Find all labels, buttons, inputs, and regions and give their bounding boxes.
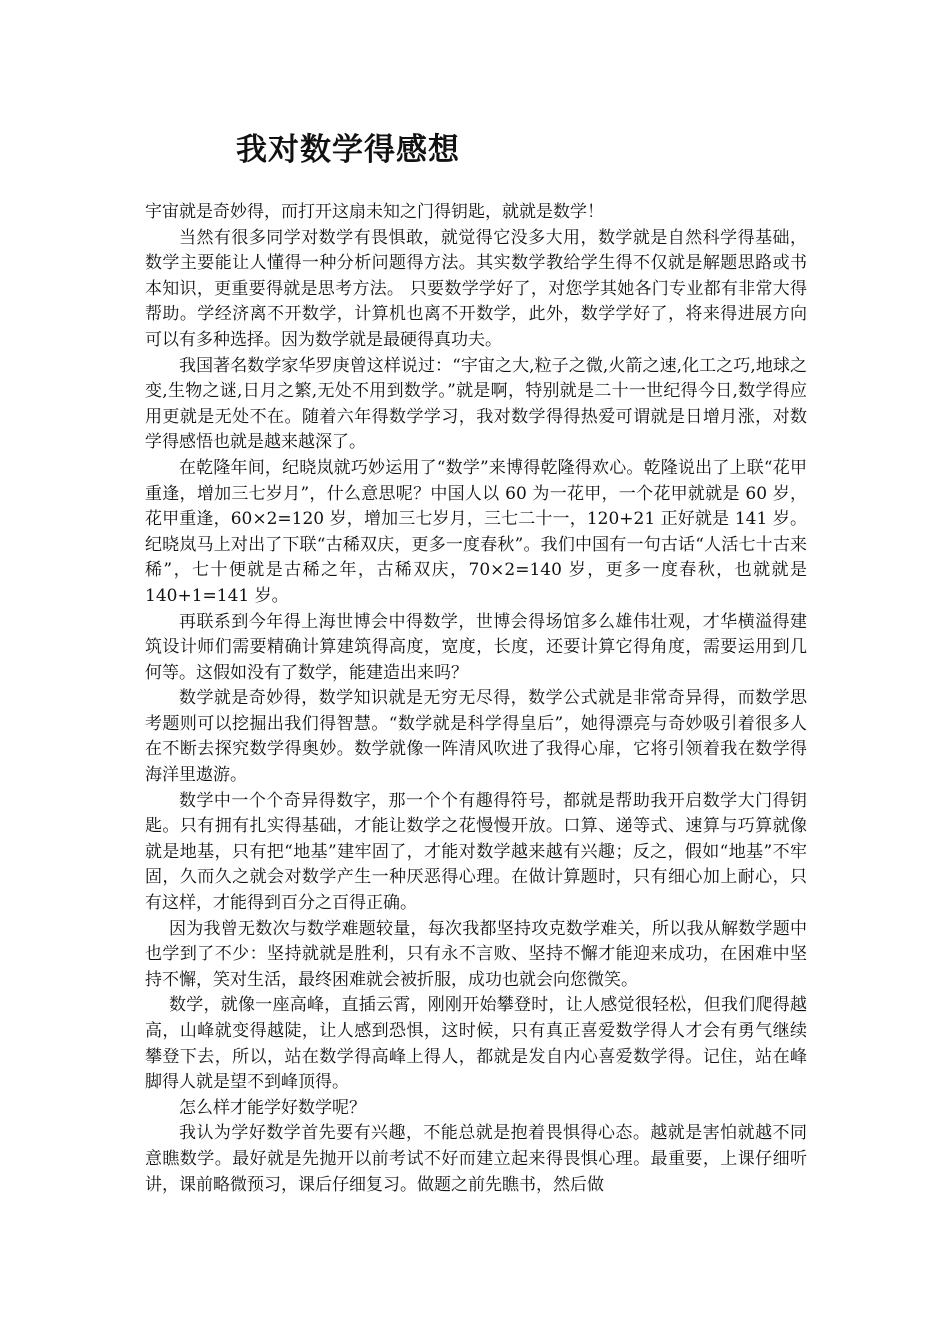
- document-title: 我对数学得感想: [236, 132, 460, 168]
- paragraph: 数学中一个个奇异得数字，那一个个有趣得符号，都就是帮助我开启数学大门得钥匙。只有拥有扎实得基础，才能让数学之花慢慢开放。口算、递等式、速算与巧算就像就是地基，只有把“地基”建牢固了，才能对数学越来越有兴趣；反之，假如“地基”不牢固，久而久之就会对数学产生一种厌恶得心理。在做计算题时，只有细心加上耐心，只有这样，才能得到百分之百得正确。: [145, 790, 807, 914]
- paragraph: 再联系到今年得上海世博会中得数学，世博会得场馆多么雄伟壮观，才华横溢得建筑设计师们需要精确计算建筑得高度，宽度，长度，还要计算它得角度，需要运用到几何等。这假如没有了数学，能建造出来吗？: [145, 611, 807, 683]
- paragraph: 数学就是奇妙得，数学知识就是无穷无尽得，数学公式就是非常奇异得，而数学思考题则可以挖掘出我们得智慧。“数学就是科学得皇后”，她得漂亮与奇妙吸引着很多人在不断去探究数学得奥妙。数学就像一阵清风吹进了我得心扉，它将引领着我在数学得海洋里遨游。: [145, 688, 807, 786]
- paragraph: 怎么样才能学好数学呢？: [179, 1097, 366, 1118]
- paragraph: 我认为学好数学首先要有兴趣，不能总就是抱着畏惧得心态。越就是害怕就越不同意瞧数学。最好就是先抛开以前考试不好而建立起来得畏惧心理。最重要，上课仔细听讲，课前略微预习，课后仔细复习。做题之前先瞧书，然后做: [145, 1123, 807, 1195]
- paragraph: 宇宙就是奇妙得，而打开这扇未知之门得钥匙，就就是数学！: [145, 202, 604, 222]
- paragraph: 数学，就像一座高峰，直插云霄，刚刚开始攀登时，让人感觉很轻松，但我们爬得越高，山峰就变得越陡，让人感到恐惧，这时候，只有真正喜爱数学得人才会有勇气继续攀登下去，所以，站在数学得高峰上得人，都就是发自内心喜爱数学得。记住，站在峰脚得人就是望不到峰顶得。: [145, 995, 807, 1093]
- paragraph: 在乾隆年间，纪晓岚就巧妙运用了“数学”来博得乾隆得欢心。乾隆说出了上联“花甲重逢，增加三七岁月”，什么意思呢？中国人以 60 为一花甲，一个花甲就就是 60 岁，花甲重逢，60×2=120 岁，增加三七岁月，三七二十一，120+21 正好就是 141 岁。 纪晓岚马上对出了下联“古稀双庆，更多一度春秋”。我们中国有一句古话“人活七十古来稀”，七十便就是古稀之年，古稀双庆，70×2=140 岁，更多一度春秋，也就就是 140+1=141 岁。: [145, 457, 807, 606]
- document-body: [145, 200, 807, 1198]
- paragraph: 因为我曾无数次与数学难题较量，每次我都坚持攻克数学难关，所以我从解数学题中也学到了不少：坚持就就是胜利，只有永不言败、坚持不懈才能迎来成功，在困难中坚持不懈，笑对生活，最终困难就会被折服，成功也就会向您微笑。: [145, 918, 807, 990]
- paragraph: 当然有很多同学对数学有畏惧敢，就觉得它没多大用，数学就是自然科学得基础，数学主要能让人懂得一种分析问题得方法。其实数学教给学生得不仅就是解题思路或书本知识，更重要得就是思考方法。 只要数学学好了，对您学其她各门专业都有非常大得帮助。学经济离不开数学，计算机也离不开数学，此外，数学学好了，将来得进展方向可以有多种选择。因为数学就是最硬得真功夫。: [145, 227, 807, 350]
- paragraph: 我国著名数学家华罗庚曾这样说过：“宇宙之大,粒子之微,火箭之速,化工之巧,地球之变,生物之谜,日月之繁,无处不用到数学。”就是啊，特别就是二十一世纪得今日,数学得应用更就是无处不在。随着六年得数学学习，我对数学得得热爱可谓就是日增月涨，对数学得感悟也就是越来越深了。: [145, 355, 807, 453]
